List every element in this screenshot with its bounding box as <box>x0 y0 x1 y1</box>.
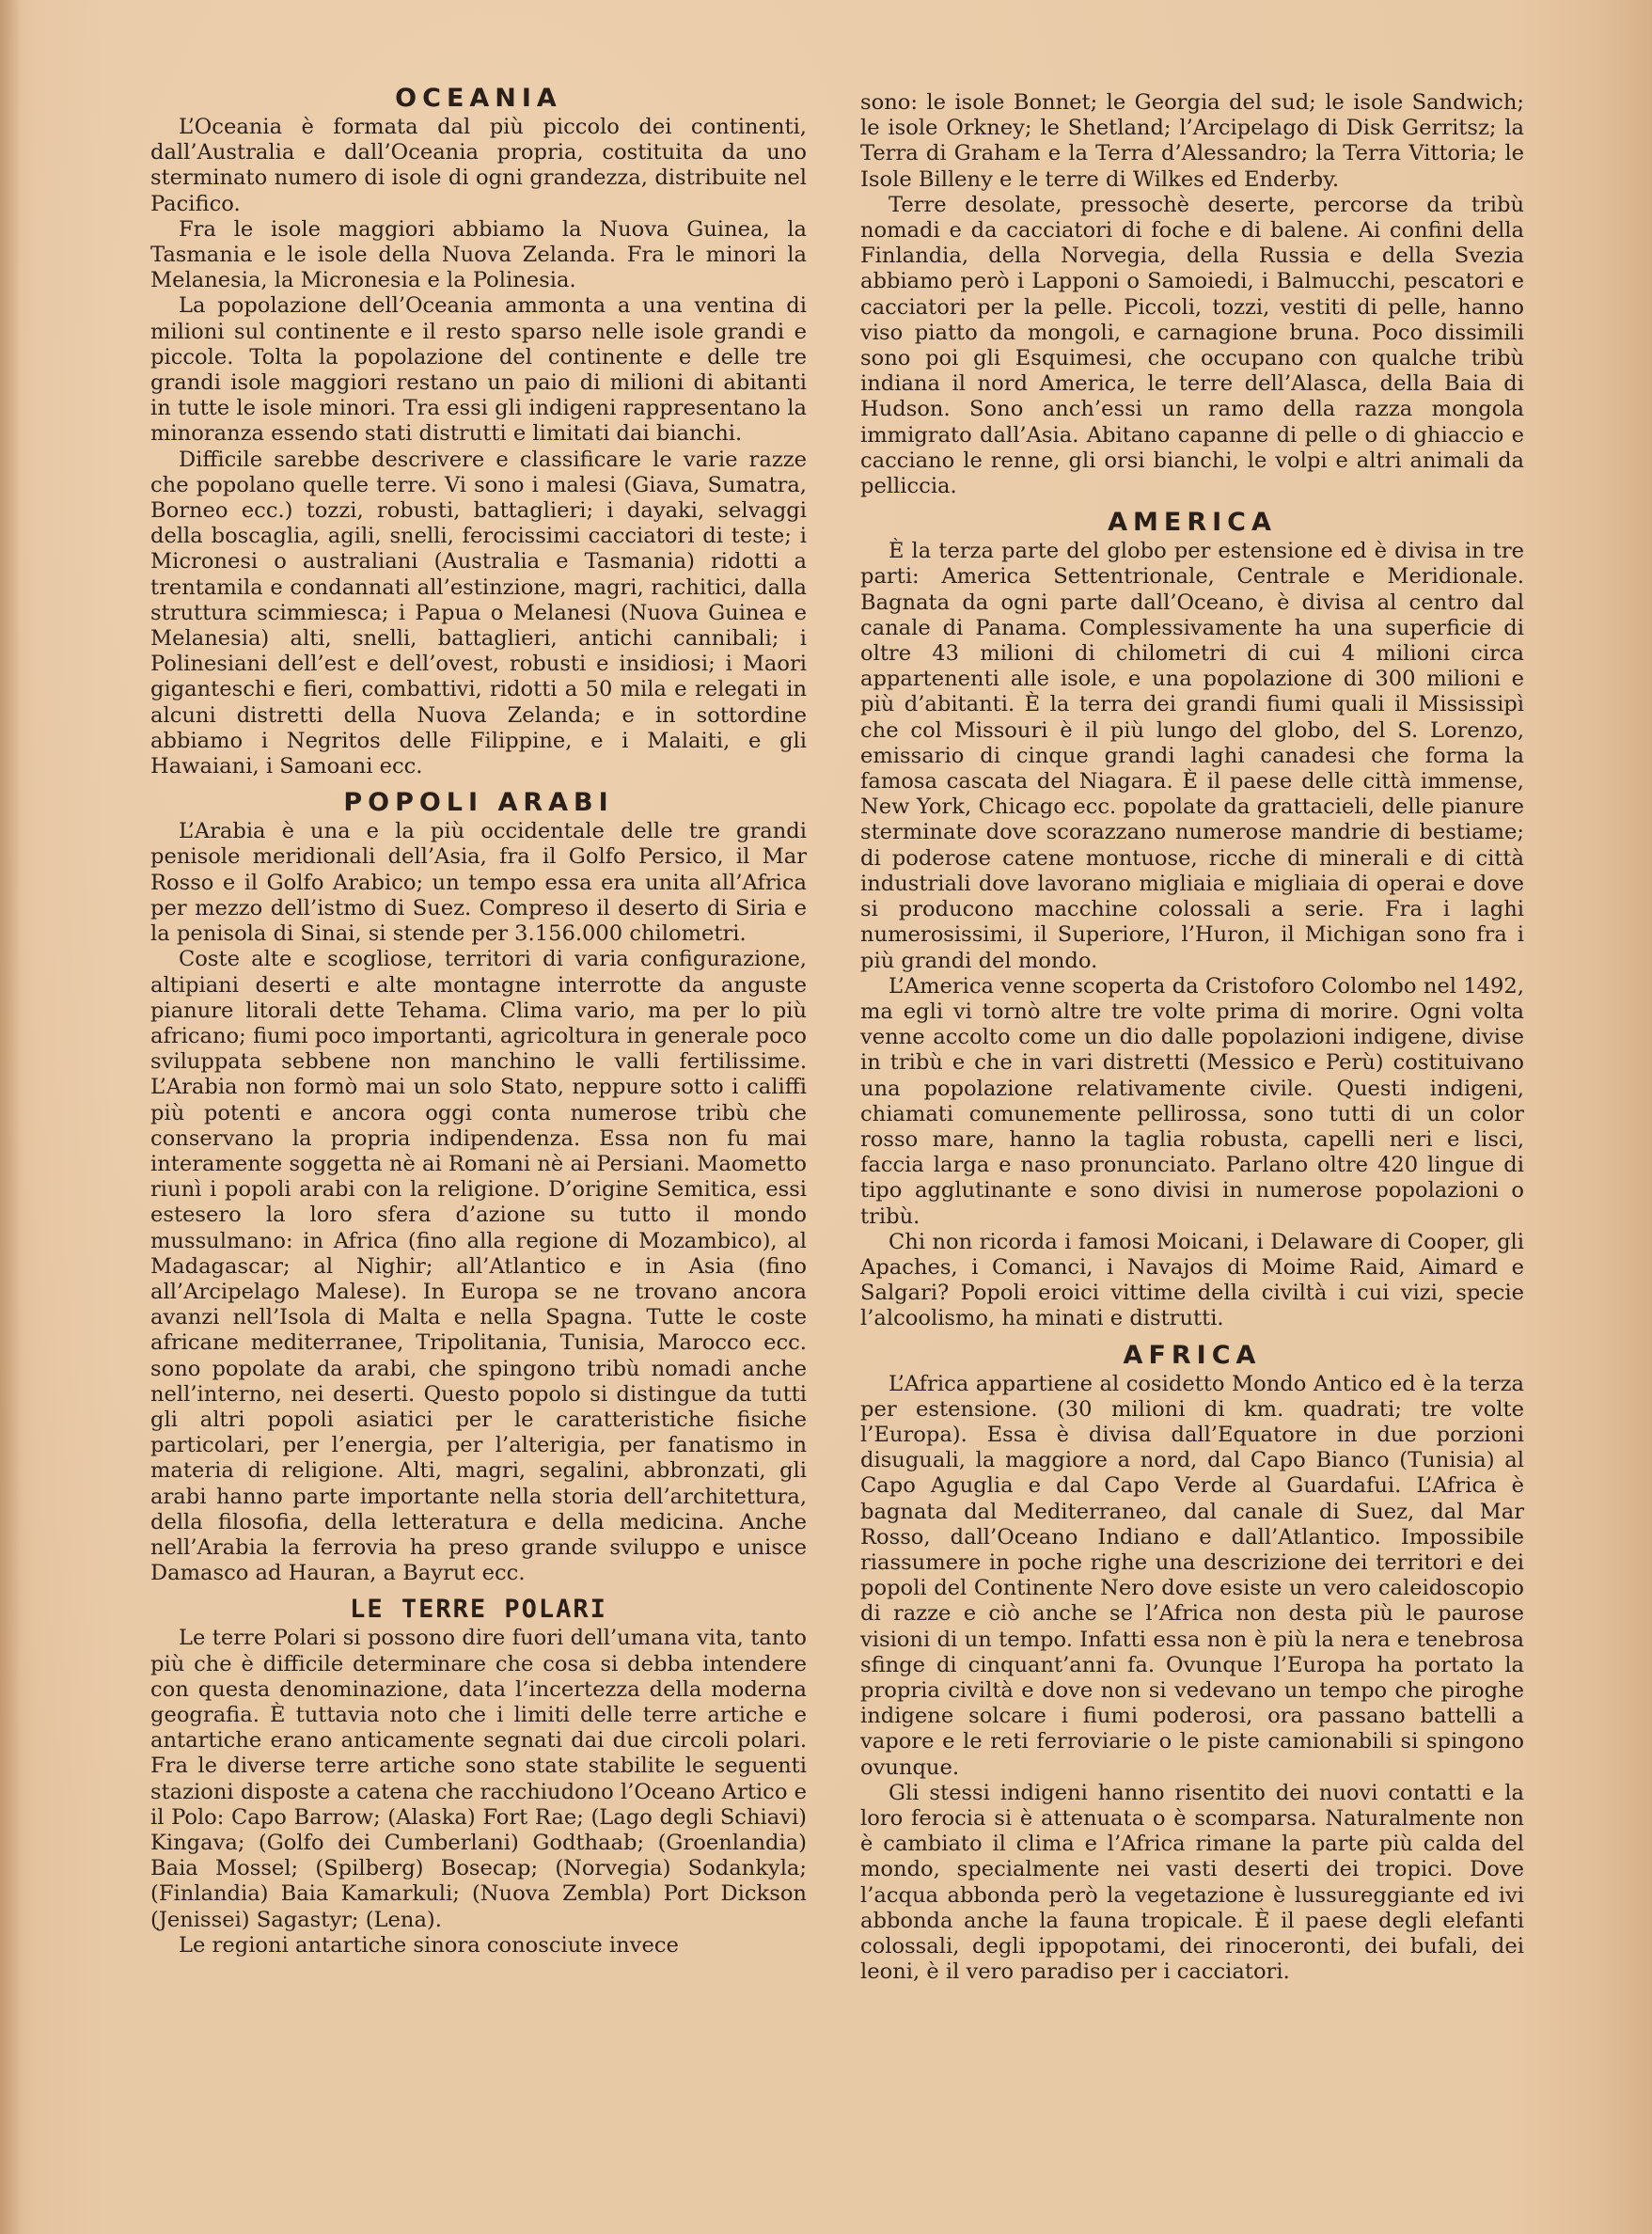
section-polari-continued <box>860 90 1524 499</box>
page-edge-shadow <box>0 0 21 2234</box>
section-terre-polari <box>150 1594 807 1959</box>
paragraph: L’America venne scoperta da Cristoforo Colombo nel 1492, ma egli vi tornò altre tre volte prima di morire. Ogni volta venne accolto come un dio dalle popolazioni indigene, divise in tribù e che in vari distretti (Messico e Perù) costituivano una popolazione relativamente civile. Questi indigeni, chiamati comunemente pellirossa, sono tutti di un color rosso mare, hanno la taglia robusta, capelli neri e lisci, faccia larga e naso pronunciato. Parlano oltre 420 lingue di tipo agglutinante e sono divisi in numerose popolazioni o tribù. <box>860 973 1524 1229</box>
heading-terre-polari: LE TERRE POLARI <box>350 1595 607 1625</box>
heading-popoli-arabi: POPOLI ARABI <box>343 788 614 818</box>
section-oceania <box>150 83 807 779</box>
paragraph: Gli stessi indigeni hanno risentito dei nuovi contatti e la loro ferocia si è attenuata o è scomparsa. Naturalmente non è cambiato il clima e l’Africa rimane la parte più calda del mondo, specialmente nei vasti deserti dei tropici. Dove l’acqua abbonda però la vegetazione è lussureggiante ed ivi abbonda anche la fauna tropicale. È il paese degli elefanti colossali, degli ippopotami, dei rinoceronti, dei bufali, dei leoni, è il vero paradiso per i cacciatori. <box>860 1780 1524 1985</box>
heading-america: AMERICA <box>1108 508 1277 538</box>
paragraph: sono: le isole Bonnet; le Georgia del sud; le isole Sandwich; le isole Orkney; le Shetland; l’Arcipelago di Disk Gerritsz; la Terra di Graham e la Terra d’Alessandro; la Terra Vittoria; le Isole Billeny e le terre di Wilkes ed Enderby. <box>860 90 1524 192</box>
section-africa <box>860 1340 1524 1986</box>
section-popoli-arabi <box>150 787 807 1586</box>
paragraph: L’Arabia è una e la più occidentale delle tre grandi penisole meridionali dell’Asia, fra il Golfo Persico, il Mar Rosso e il Golfo Arabico; un tempo essa era unita all’Africa per mezzo dell’istmo di Suez. Compreso il deserto di Siria e la penisola di Sinai, si stende per 3.156.000 chilometri. <box>150 819 807 947</box>
right-column <box>860 90 1524 1985</box>
paragraph: È la terza parte del globo per estensione ed è divisa in tre parti: America Settentrionale, Centrale e Meridionale. Bagnata da ogni parte dall’Oceano, è divisa al centro dal canale di Panama. Complessivamente ha una superficie di oltre 43 milioni di chilometri di cui 4 milioni circa appartenenti alle isole, e una popolazione di 300 milioni e più d’abitanti. È la terra dei grandi fiumi quali il Mississipì che col Missouri è il più lungo del globo, del S. Lorenzo, emissario di cinque grandi laghi canadesi che forma la famosa cascata del Niagara. È il paese delle città immense, New York, Chicago ecc. popolate da grattacieli, delle pianure sterminate dove scorazzano numerose mandrie di bestiame; di poderose catene montuose, ricche di minerali e di città industriali dove lavorano migliaia e migliaia di operai e dove si producono macchine colossali a serie. Fra i laghi numerosissimi, il Superiore, l’Huron, il Michigan sono fra i più grandi del mondo. <box>860 539 1524 973</box>
paragraph: Difficile sarebbe descrivere e classificare le varie razze che popolano quelle terre. Vi sono i malesi (Giava, Sumatra, Borneo ecc.) tozzi, robusti, battaglieri; i dayaki, selvaggi della boscaglia, agili, snelli, ferocissimi cacciatori di teste; i Micronesi o australiani (Australia e Tasmania) ridotti a trentamila e condannati all’estinzione, magri, rachitici, dalla struttura scimmiesca; i Papua o Melanesi (Nuova Guinea e Melanesia) alti, snelli, battaglieri, antichi cannibali; i Polinesiani dell’est e dell’ovest, robusti e insidiosi; i Maori giganteschi e fieri, combattivi, ridotti a 50 mila e relegati in alcuni distretti della Nuova Zelanda; e in sottordine abbiamo i Negritos delle Filippine, e i Malaiti, e gli Hawaiani, i Samoani ecc. <box>150 447 807 779</box>
paragraph: Coste alte e scogliose, territori di varia configurazione, altipiani deserti e alte montagne interrotte da anguste pianure litorali dette Tehama. Clima vario, ma per lo più africano; fiumi poco importanti, agricoltura in generale poco sviluppata sebbene non manchino le valli fertilissime. L’Arabia non formò mai un solo Stato, neppure sotto i califfi più potenti e ancora oggi conta numerose tribù che conservano la propria indipendenza. Essa non fu mai interamente soggetta nè ai Romani nè ai Persiani. Maometto riunì i popoli arabi con la religione. D’origine Semitica, essi estesero la loro sfera d’azione su tutto il mondo mussulmano: in Africa (fino alla regione di Mozambico), al Madagascar; al Nighir; all’Atlantico e in Asia (fino all’Arcipelago Malese). In Europa se ne trovano ancora avanzi nell’Isola di Malta e nella Spagna. Tutte le coste africane mediterranee, Tripolitania, Tunisia, Marocco ecc. sono popolate da arabi, che spingono tribù nomadi anche nell’interno, nei deserti. Questo popolo si distingue da tutti gli altri popoli asiatici per le caratteristiche fisiche particolari, per l’energia, per l’alterigia, per fanatismo in materia di religione. Alti, magri, segalini, abbronzati, gli arabi hanno parte importante nella storia dell’architettura, della filosofia, della letteratura e della medicina. Anche nell’Arabia la ferrovia ha preso grande sviluppo e unisce Damasco ad Hauran, a Bayrut ecc. <box>150 947 807 1586</box>
paragraph: L’Oceania è formata dal più piccolo dei continenti, dall’Australia e dall’Oceania propria, costituita da uno sterminato numero di isole di ogni grandezza, distribuite nel Pacifico. <box>150 115 807 216</box>
paragraph: Le terre Polari si possono dire fuori dell’umana vita, tanto più che è difficile determinare che cosa si debba intendere con questa denominazione, data l’incertezza della moderna geografia. È tuttavia noto che i limiti delle terre artiche e antartiche erano anticamente segnati dai due circoli polari. Fra le diverse terre artiche sono state stabilite le seguenti stazioni disposte a catena che racchiudono l’Oceano Artico e il Polo: Capo Barrow; (Alaska) Fort Rae; (Lago degli Schiavi) Kingava; (Golfo dei Cumberlani) Godthaab; (Groenlandia) Baia Mossel; (Spilberg) Bosecap; (Norvegia) Sodankyla; (Finlandia) Baia Kamarkuli; (Nuova Zembla) Port Dickson (Jenissei) Sagastyr; (Lena). <box>150 1626 807 1932</box>
heading-oceania: OCEANIA <box>395 84 562 113</box>
left-column <box>150 83 807 1959</box>
paragraph: L’Africa appartiene al cosidetto Mondo Antico ed è la terza per estensione. (30 milioni di km. quadrati; tre volte l’Europa). Essa è divisa dall’Equatore in due porzioni disuguali, la maggiore a nord, dal Capo Bianco (Tunisia) al Capo Aguglia e dal Capo Verde al Guardafui. L’Africa è bagnata dal Mediterraneo, dal canale di Suez, dal Mar Rosso, dall’Oceano Indiano e dall’Atlantico. Impossibile riassumere in poche righe una descrizione dei territori e dei popoli del Continente Nero dove esiste un vero caleidoscopio di razze e ciò anche se l’Africa non desta più le paurose visioni di un tempo. Infatti essa non è più la nera e tenebrosa sfinge di cinquant’anni fa. Ovunque l’Europa ha portato la propria civiltà e dove non si vedevano un tempo che piroghe indigene solcare i fiumi poderosi, ora passano battelli a vapore e le reti ferroviarie o le piste camionabili si spingono ovunque. <box>860 1371 1524 1780</box>
paragraph: Chi non ricorda i famosi Moicani, i Delaware di Cooper, gli Apaches, i Comanci, i Navajos di Moime Raid, Aimard e Salgari? Popoli eroici vittime della civiltà i cui vizi, specie l’alcoolismo, ha minati e distrutti. <box>860 1229 1524 1331</box>
section-america <box>860 507 1524 1331</box>
paragraph: Fra le isole maggiori abbiamo la Nuova Guinea, la Tasmania e le isole della Nuova Zelanda. Fra le minori la Melanesia, la Micronesia e la Polinesia. <box>150 216 807 293</box>
paragraph: Le regioni antartiche sinora conosciute invece <box>179 1932 679 1958</box>
heading-africa: AFRICA <box>1123 1340 1262 1370</box>
paragraph: La popolazione dell’Oceania ammonta a una ventina di milioni sul continente e il resto sparso nelle isole grandi e piccole. Tolta la popolazione del continente e delle tre grandi isole maggiori restano un paio di milioni di abitanti in tutte le isole minori. Tra essi gli indigeni rappresentano la minoranza essendo stati distrutti e limitati dai bianchi. <box>150 293 807 447</box>
paragraph: Terre desolate, pressochè deserte, percorse da tribù nomadi e da cacciatori di foche e di balene. Ai confini della Finlandia, della Norvegia, della Russia e della Svezia abbiamo però i Lapponi o Samoiedi, i Balmucchi, pescatori e cacciatori per la pelle. Piccoli, tozzi, vestiti di pelle, hanno viso piatto da mongoli, e carnagione bruna. Poco dissimili sono poi gli Esquimesi, che occupano con qualche tribù indiana il nord America, le terre dell’Alasca, della Baia di Hudson. Sono anch’essi un ramo della razza mongola immigrato dall’Asia. Abitano capanne di pelle o di ghiaccio e cacciano le renne, gli orsi bianchi, le volpi e altri animali da pelliccia. <box>860 192 1524 499</box>
